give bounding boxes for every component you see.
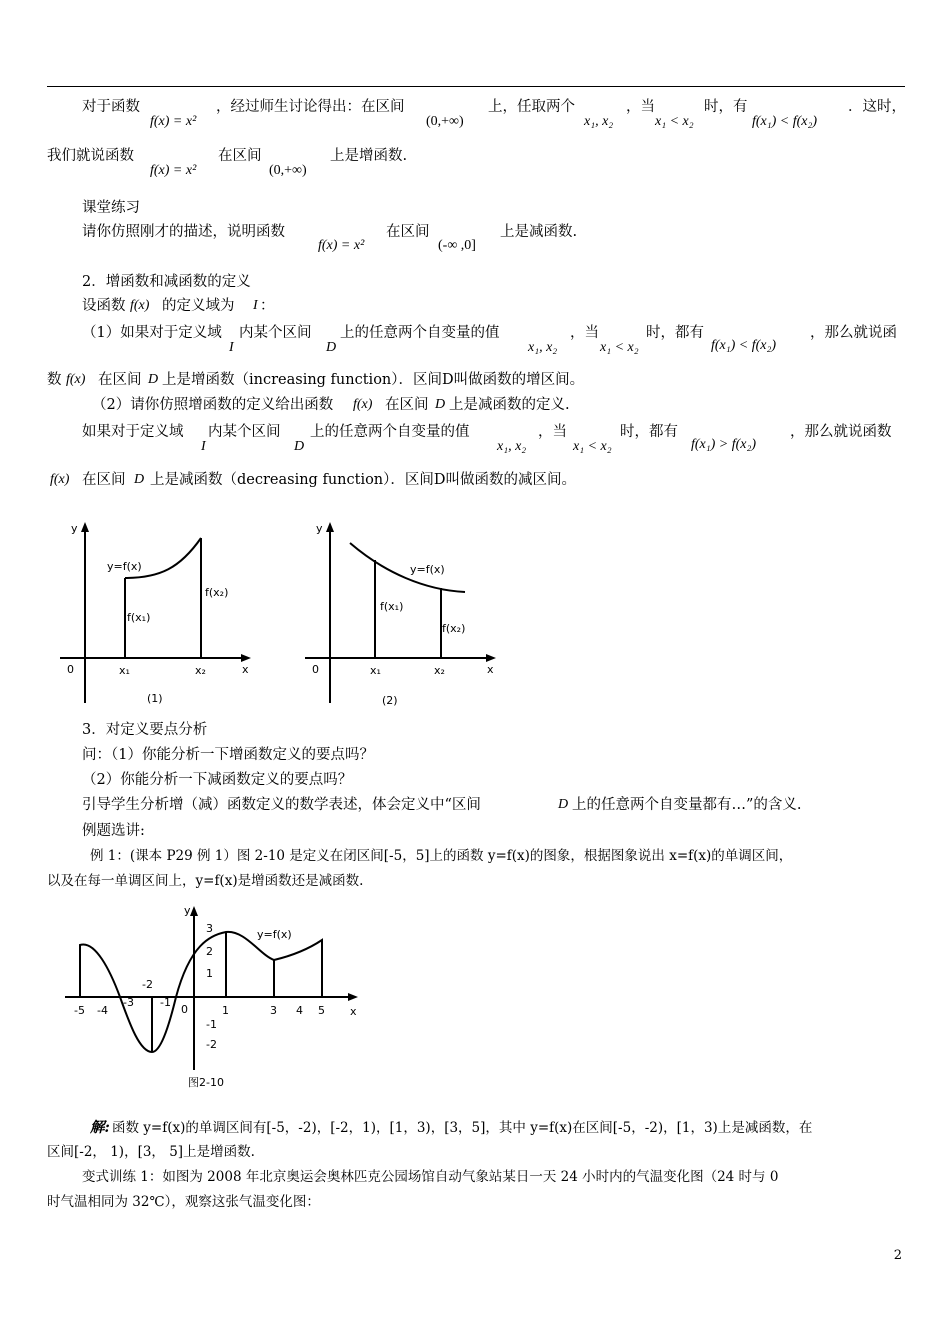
- ytick-neg1: -1: [206, 1018, 217, 1031]
- formula-ineq: f(x₁) < f(x₂): [711, 338, 777, 353]
- formula-f-def: f(x) = x²: [150, 163, 197, 178]
- formula-ineq: f(x₁) < f(x₂): [752, 114, 818, 129]
- guide-text-a: 引导学生分析增（减）函数定义的数学表述，体会定义中“区间: [82, 797, 481, 813]
- p1-text-a: 对于函数: [82, 99, 140, 115]
- practice-text-c: 上是减函数.: [500, 224, 578, 240]
- formula-cond: x₁ < x₂: [573, 439, 612, 454]
- q2-text-c: 上是减函数的定义.: [449, 397, 570, 413]
- solution-line-2: 区间[-2， 1)，[3， 5]上是增函数.: [47, 1144, 255, 1160]
- fx1-label: f(x₁): [127, 611, 151, 624]
- def2-text-d: ，当: [538, 424, 567, 440]
- fx2-label: f(x₂): [442, 622, 466, 635]
- solution-line-1: 函数 y=f(x)的单调区间有[-5，-2)，[-2，1)，[1，3)，[3，5]，其中 y=f(x)在区间[-5，-2)，[1，3)上是减函数，在: [112, 1120, 813, 1136]
- solution-label: 解:: [90, 1119, 110, 1136]
- formula-D: D: [558, 797, 569, 812]
- origin-label: 0: [67, 663, 74, 676]
- ytick-2: 2: [206, 945, 213, 958]
- xtick-5: 5: [318, 1004, 325, 1017]
- x1-label: x₁: [119, 664, 130, 677]
- def1-text-f: ，那么就说函: [810, 325, 897, 341]
- figure-increasing: [55, 518, 255, 708]
- xtick-neg1: -1: [160, 996, 171, 1009]
- formula-interval: (0,+∞): [426, 114, 464, 129]
- ytick-3: 3: [206, 922, 213, 935]
- formula-fx: f(x): [130, 298, 150, 313]
- def2-text-f: ，那么就说函数: [790, 424, 892, 440]
- decreasing-curve: [350, 543, 465, 592]
- figure-caption: 图2-10: [188, 1076, 224, 1089]
- sec2-domain-c: ：: [260, 298, 275, 314]
- formula-D: D: [134, 472, 145, 487]
- def2-text-a: 如果对于定义域: [82, 424, 184, 440]
- practice-title: 课堂练习: [82, 200, 140, 216]
- xtick-neg5: -5: [74, 1004, 85, 1017]
- sec2-domain-b: 的定义域为: [162, 298, 235, 314]
- formula-f-def: f(x) = x²: [150, 114, 197, 129]
- def1-text-c: 上的任意两个自变量的值: [340, 325, 500, 341]
- curve-label: y=f(x): [410, 563, 445, 576]
- x2-label: x₂: [434, 664, 445, 677]
- def2b-text-a: 在区间: [82, 472, 126, 488]
- xtick-neg3: -3: [123, 996, 134, 1009]
- section-heading: 3．对定义要点分析: [82, 722, 208, 738]
- min-label: -2: [142, 978, 153, 991]
- def1b-text-c: 上是增函数（increasing function）．区间D叫做函数的增区间。: [162, 372, 585, 388]
- def2-text-c: 上的任意两个自变量的值: [310, 424, 470, 440]
- formula-D: D: [148, 372, 159, 387]
- formula-f-def: f(x) = x²: [318, 238, 365, 253]
- xtick-3: 3: [270, 1004, 277, 1017]
- def1-text-a: （1）如果对于定义域: [82, 325, 222, 341]
- fx2-label: f(x₂): [205, 586, 229, 599]
- formula-xs: x₁, x₂: [584, 114, 614, 129]
- example-1-line-1: 例 1：(课本 P29 例 1）图 2-10 是定义在闭区间[-5，5]上的函数 y=f(x)的图象，根据图象说出 x=f(x)的单调区间，: [90, 848, 793, 864]
- curve-label: y=f(x): [257, 928, 292, 941]
- figure-decreasing: [300, 518, 510, 710]
- question-2: （2）你能分析一下减函数定义的要点吗？: [82, 772, 353, 788]
- formula-xs: x₁, x₂: [497, 439, 527, 454]
- x1-label: x₁: [370, 664, 381, 677]
- p1-text-d: ，当: [626, 99, 655, 115]
- y-label: y: [316, 522, 323, 535]
- practice-text-b: 在区间: [386, 224, 430, 240]
- examples-heading: 例题选讲:: [82, 823, 145, 839]
- p1-text-b: ，经过师生讨论得出：在区间: [216, 99, 405, 115]
- xtick-neg4: -4: [97, 1004, 108, 1017]
- y-label: y: [184, 904, 191, 917]
- variant-line-1: 变式训练 1：如图为 2008 年北京奥运会奥林匹克公园场馆自动气象站某日一天 24 小时内的气温变化图（24 时与 0: [82, 1169, 779, 1185]
- header-rule: [47, 86, 905, 87]
- def1-text-e: 时，都有: [646, 325, 704, 341]
- formula-cond: x₁ < x₂: [600, 340, 639, 355]
- formula-cond: x₁ < x₂: [655, 114, 694, 129]
- q2-text-a: （2）请你仿照增函数的定义给出函数: [92, 397, 334, 413]
- def2b-text-b: 上是减函数（decreasing function）．区间D叫做函数的减区间。: [150, 472, 577, 488]
- def2-text-b: 内某个区间: [208, 424, 281, 440]
- p2-text-c: 上是增函数.: [330, 148, 408, 164]
- p1-text-c: 上，任取两个: [488, 99, 575, 115]
- xtick-4: 4: [296, 1004, 303, 1017]
- function-curve: [80, 932, 322, 1052]
- xtick-1: 1: [222, 1004, 229, 1017]
- question-1: 问：（1）你能分析一下增函数定义的要点吗？: [82, 747, 374, 763]
- figure-caption: (1): [147, 692, 163, 705]
- guide-text-b: 上的任意两个自变量都有…”的含义.: [572, 797, 802, 813]
- y-label: y: [71, 522, 78, 535]
- x-label: x: [242, 663, 249, 676]
- def1b-text-a: 数: [47, 372, 62, 388]
- origin-label: 0: [181, 1003, 188, 1016]
- x2-label: x₂: [195, 664, 206, 677]
- formula-D: D: [435, 397, 446, 412]
- p1-text-e: 时，有: [704, 99, 748, 115]
- formula-D: D: [326, 340, 337, 355]
- def1-text-d: ，当: [570, 325, 599, 341]
- formula-interval: (0,+∞): [269, 163, 307, 178]
- formula-interval: (-∞ ,0]: [438, 238, 476, 253]
- formula-fx: f(x): [66, 372, 86, 387]
- ytick-neg2: -2: [206, 1038, 217, 1051]
- p2-text-a: 我们就说函数: [47, 148, 134, 164]
- formula-xs: x₁, x₂: [528, 340, 558, 355]
- formula-fx: f(x): [50, 472, 70, 487]
- formula-D: D: [294, 439, 305, 454]
- section-heading: 2．增函数和减函数的定义: [82, 274, 251, 290]
- def1-text-b: 内某个区间: [239, 325, 312, 341]
- x-label: x: [350, 1005, 357, 1018]
- def1b-text-b: 在区间: [98, 372, 142, 388]
- figure-2-10: [60, 900, 370, 1095]
- fx1-label: f(x₁): [380, 600, 404, 613]
- formula-ineq: f(x₁) > f(x₂): [691, 437, 757, 452]
- figure-caption: (2): [382, 694, 398, 707]
- ytick-1: 1: [206, 967, 213, 980]
- curve-label: y=f(x): [107, 560, 142, 573]
- origin-label: 0: [312, 663, 319, 676]
- sec2-domain-a: 设函数: [82, 298, 126, 314]
- formula-I: I: [253, 298, 258, 313]
- formula-fx: f(x): [353, 397, 373, 412]
- page-number: 2: [893, 1248, 902, 1263]
- formula-I: I: [229, 340, 234, 355]
- q2-text-b: 在区间: [385, 397, 429, 413]
- example-1-line-2: 以及在每一单调区间上，y=f(x)是增函数还是减函数.: [47, 873, 364, 889]
- variant-line-2: 时气温相同为 32℃），观察这张气温变化图：: [47, 1194, 320, 1210]
- x-label: x: [487, 663, 494, 676]
- p2-text-b: 在区间: [218, 148, 262, 164]
- practice-text-a: 请你仿照刚才的描述，说明函数: [82, 224, 285, 240]
- formula-I: I: [201, 439, 206, 454]
- p1-text-f: ．这时，: [848, 99, 906, 115]
- def2-text-e: 时，都有: [620, 424, 678, 440]
